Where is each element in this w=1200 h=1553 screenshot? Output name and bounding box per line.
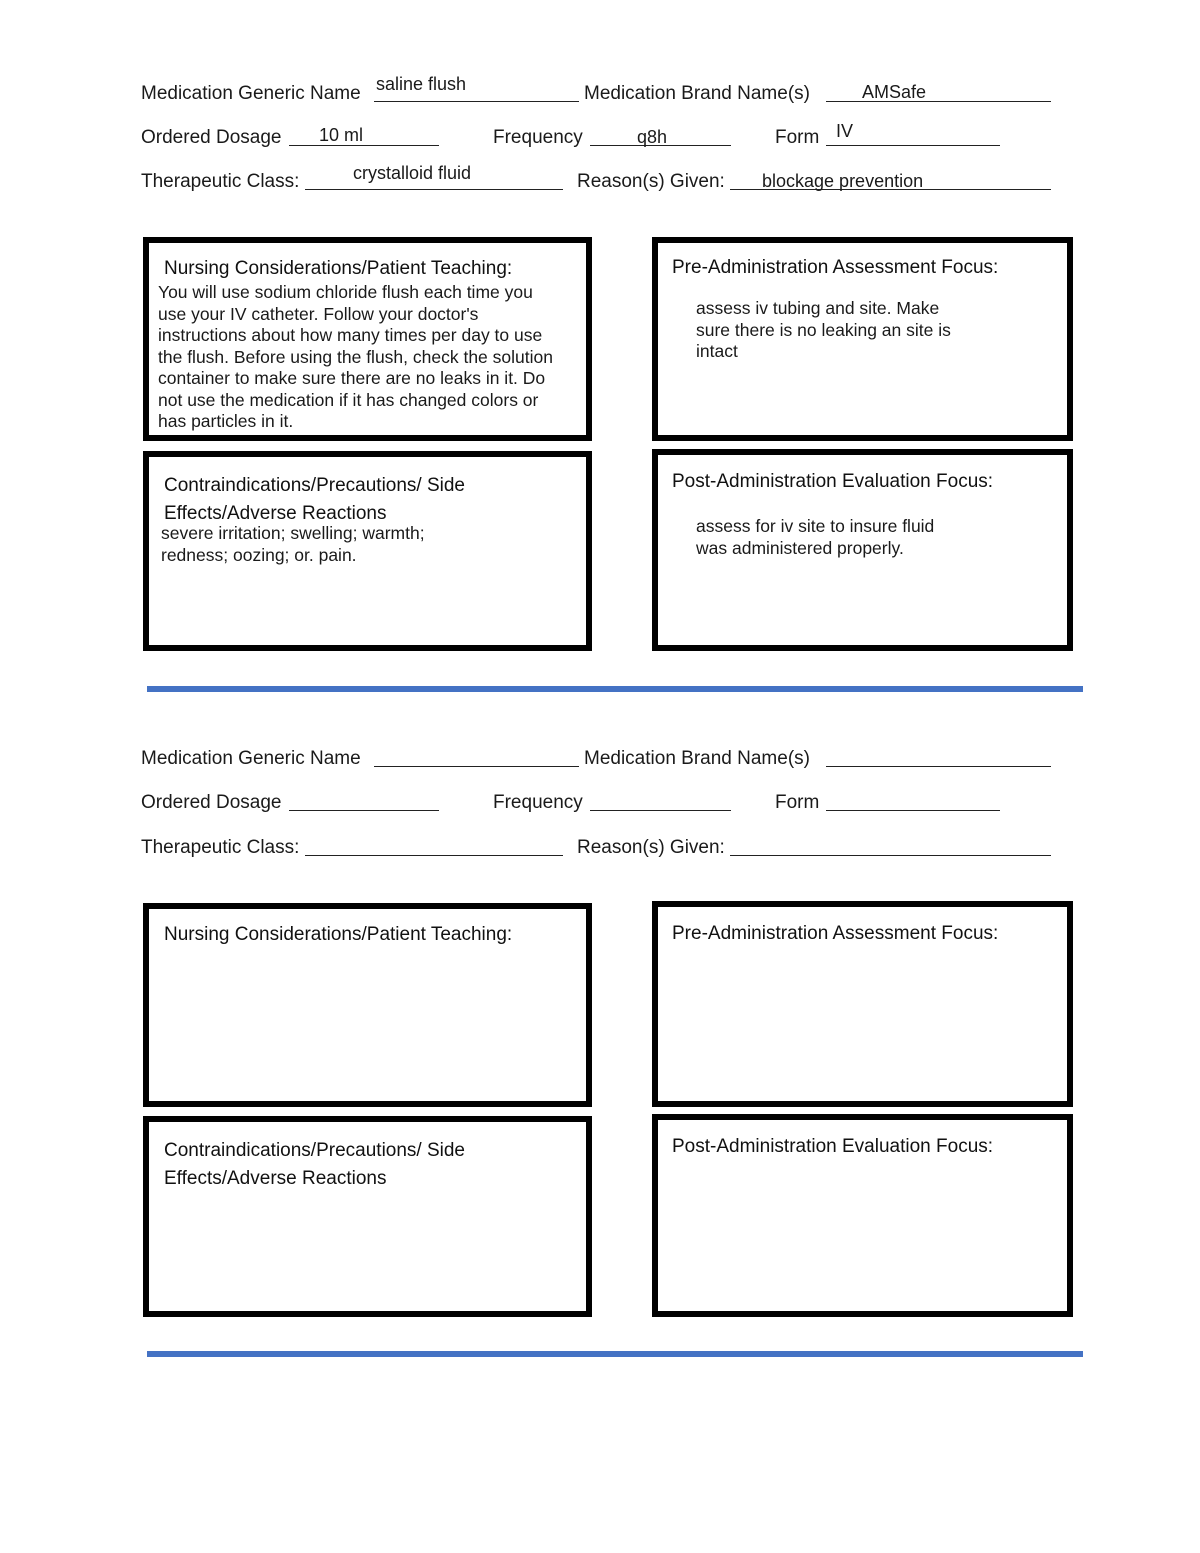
therapeutic-class-field[interactable] [305, 855, 563, 856]
text-line: assess for iv site to insure fluid [696, 516, 935, 536]
text-line: was administered properly. [696, 537, 904, 558]
text-line: redness; oozing; or. pain. [161, 544, 357, 565]
section-divider [147, 686, 1083, 692]
pre-administration-title: Pre-Administration Assessment Focus: [672, 257, 999, 278]
therapeutic-class-label: Therapeutic Class: [141, 837, 300, 858]
form-field[interactable] [826, 145, 1000, 146]
generic-name-label: Medication Generic Name [141, 748, 361, 769]
ordered-dosage-label: Ordered Dosage [141, 127, 282, 148]
contraindications-title-line-1: Contraindications/Precautions/ Side [164, 1140, 466, 1161]
contraindications-title [164, 472, 465, 528]
text-line: not use the medication if it has changed colors or [158, 389, 539, 410]
ordered-dosage-field[interactable] [289, 145, 439, 146]
nursing-considerations-title: Nursing Considerations/Patient Teaching: [164, 924, 513, 945]
text-line: has particles in it. [158, 411, 294, 431]
therapeutic-class-value: crystalloid fluid [353, 163, 472, 183]
nursing-considerations-box[interactable] [143, 903, 592, 1107]
frequency-label: Frequency [493, 792, 583, 813]
form-label: Form [775, 127, 820, 148]
reasons-given-field[interactable] [730, 855, 1051, 856]
brand-name-label: Medication Brand Name(s) [584, 748, 810, 769]
pre-administration-title: Pre-Administration Assessment Focus: [672, 923, 999, 944]
text-line: the flush. Before using the flush, check the solution [158, 346, 553, 367]
brand-name-label: Medication Brand Name(s) [584, 83, 810, 104]
ordered-dosage-field[interactable] [289, 810, 439, 811]
section-divider [147, 1351, 1083, 1357]
pre-administration-text [696, 298, 1056, 363]
reasons-given-value: blockage prevention [762, 171, 924, 191]
text-line: You will use sodium chloride flush each time you [158, 282, 533, 302]
post-administration-title: Post-Administration Evaluation Focus: [672, 1136, 994, 1157]
contraindications-text [161, 523, 581, 566]
generic-name-field[interactable] [374, 766, 579, 767]
text-line: intact [696, 341, 738, 361]
generic-name-value: saline flush [376, 74, 467, 94]
text-line: instructions about how many times per day to use [158, 325, 543, 345]
brand-name-field[interactable] [826, 766, 1051, 767]
contraindications-title [164, 1137, 465, 1193]
frequency-value: q8h [637, 127, 668, 147]
nursing-considerations-box[interactable] [143, 237, 592, 441]
text-line: use your IV catheter. Follow your doctor's [158, 303, 479, 324]
post-administration-title: Post-Administration Evaluation Focus: [672, 471, 994, 492]
contraindications-box[interactable] [143, 1116, 592, 1317]
text-line: sure there is no leaking an site is [696, 319, 951, 340]
contraindications-title-line-2: Effects/Adverse Reactions [164, 1168, 387, 1189]
contraindications-box[interactable] [143, 451, 592, 651]
nursing-considerations-title: Nursing Considerations/Patient Teaching: [164, 258, 513, 279]
contraindications-title-line-2: Effects/Adverse Reactions [164, 503, 387, 524]
ordered-dosage-label: Ordered Dosage [141, 792, 282, 813]
form-label: Form [775, 792, 820, 813]
pre-administration-box[interactable] [652, 901, 1073, 1107]
reasons-given-label: Reason(s) Given: [577, 171, 725, 192]
brand-name-value: AMSafe [862, 82, 927, 102]
contraindications-title-line-1: Contraindications/Precautions/ Side [164, 475, 466, 496]
therapeutic-class-field[interactable] [305, 189, 563, 190]
generic-name-field[interactable] [374, 101, 579, 102]
generic-name-label: Medication Generic Name [141, 83, 361, 104]
form-field[interactable] [826, 810, 1000, 811]
form-value: IV [836, 121, 854, 141]
frequency-label: Frequency [493, 127, 583, 148]
text-line: container to make sure there are no leaks in it. Do [158, 368, 546, 388]
post-administration-box[interactable] [652, 1114, 1073, 1317]
brand-name-field[interactable] [826, 101, 1051, 102]
reasons-given-label: Reason(s) Given: [577, 837, 725, 858]
nursing-considerations-text [158, 282, 588, 433]
pre-administration-box[interactable] [652, 237, 1073, 441]
therapeutic-class-label: Therapeutic Class: [141, 171, 300, 192]
ordered-dosage-value: 10 ml [319, 125, 364, 145]
post-administration-box[interactable] [652, 449, 1073, 651]
post-administration-text [696, 516, 1056, 559]
text-line: severe irritation; swelling; warmth; [161, 523, 425, 543]
frequency-field[interactable] [590, 810, 731, 811]
text-line: assess iv tubing and site. Make [696, 298, 940, 318]
